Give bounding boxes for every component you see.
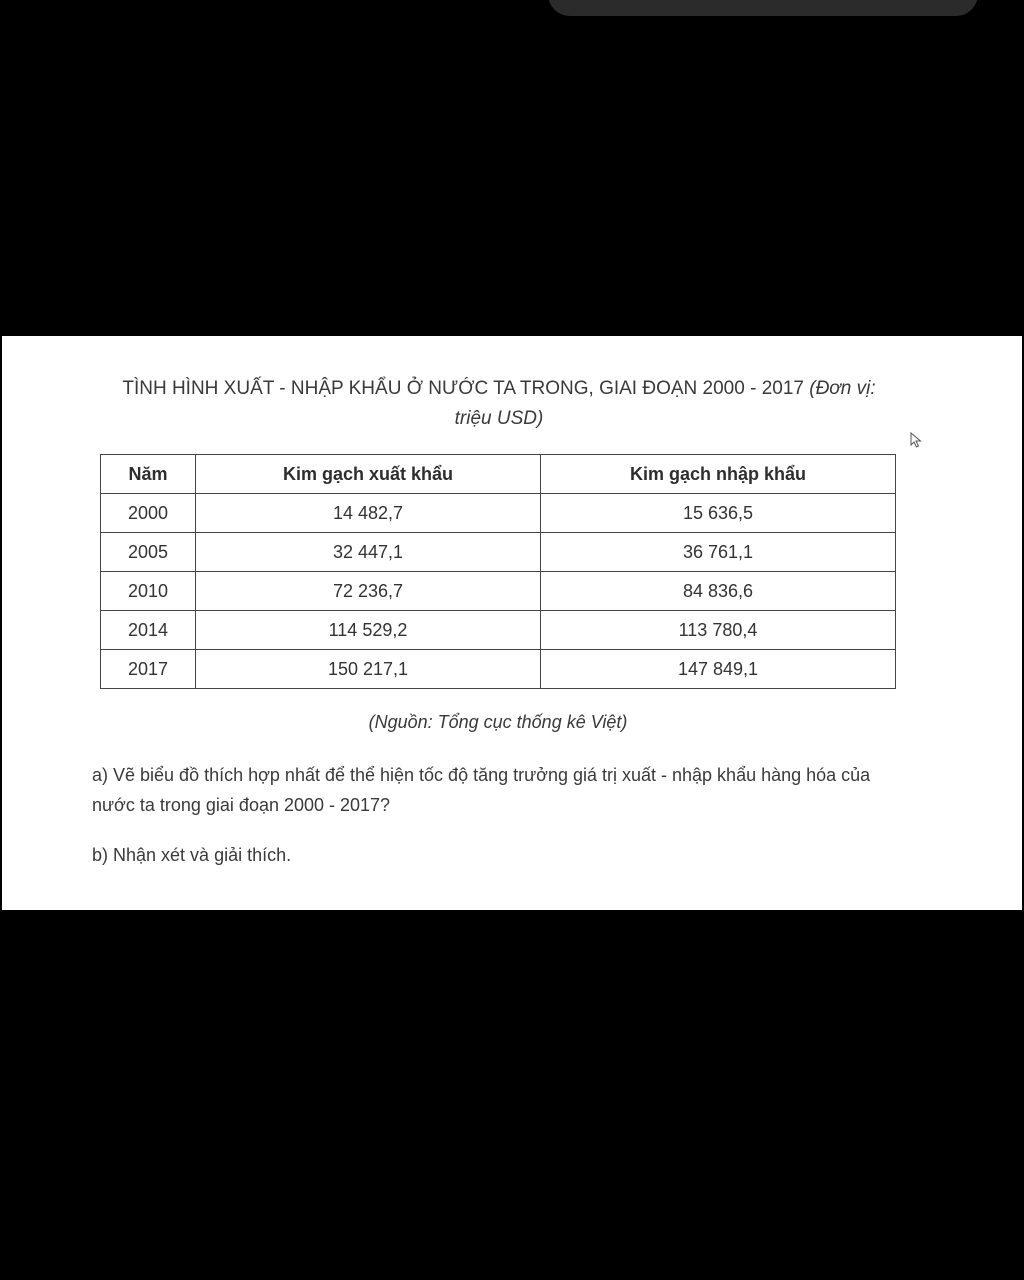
cell-import: 36 761,1 bbox=[541, 533, 896, 572]
cell-export: 72 236,7 bbox=[196, 572, 541, 611]
document-title bbox=[102, 374, 896, 434]
source-note: (Nguồn: Tổng cục thống kê Việt) bbox=[368, 712, 628, 732]
mouse-pointer-icon bbox=[910, 432, 922, 448]
cell-year: 2000 bbox=[101, 494, 196, 533]
cell-year: 2017 bbox=[101, 650, 196, 689]
table-row bbox=[101, 572, 896, 611]
cell-export: 114 529,2 bbox=[196, 611, 541, 650]
cell-import: 84 836,6 bbox=[541, 572, 896, 611]
question-a: a) Vẽ biểu đồ thích hợp nhất để thể hiện tốc độ tăng trưởng giá trị xuất - nhập khẩu hàng hóa của nước ta trong giai đoạn 2000 - 2017? bbox=[92, 765, 871, 815]
document-page bbox=[2, 336, 1022, 910]
table-header-row bbox=[101, 455, 896, 494]
table-row bbox=[101, 494, 896, 533]
cell-import: 15 636,5 bbox=[541, 494, 896, 533]
title-unit: (Đơn vị: triệu USD) bbox=[454, 378, 876, 429]
title-main: TÌNH HÌNH XUẤT - NHẬP KHẨU Ở NƯỚC TA TRONG, GIAI ĐOẠN 2000 - 2017 bbox=[122, 378, 804, 399]
cell-export: 32 447,1 bbox=[196, 533, 541, 572]
table-row bbox=[101, 533, 896, 572]
table-row bbox=[101, 650, 896, 689]
cell-year: 2014 bbox=[101, 611, 196, 650]
cell-year: 2010 bbox=[101, 572, 196, 611]
export-import-table bbox=[100, 454, 896, 689]
header-import: Kim gạch nhập khẩu bbox=[541, 455, 896, 494]
header-export: Kim gạch xuất khẩu bbox=[196, 455, 541, 494]
cell-year: 2005 bbox=[101, 533, 196, 572]
cell-import: 113 780,4 bbox=[541, 611, 896, 650]
top-overlay-bar bbox=[548, 0, 978, 16]
question-b: b) Nhận xét và giải thích. bbox=[92, 845, 292, 865]
header-year: Năm bbox=[101, 455, 196, 494]
table-row bbox=[101, 611, 896, 650]
cell-import: 147 849,1 bbox=[541, 650, 896, 689]
cell-export: 14 482,7 bbox=[196, 494, 541, 533]
cell-export: 150 217,1 bbox=[196, 650, 541, 689]
